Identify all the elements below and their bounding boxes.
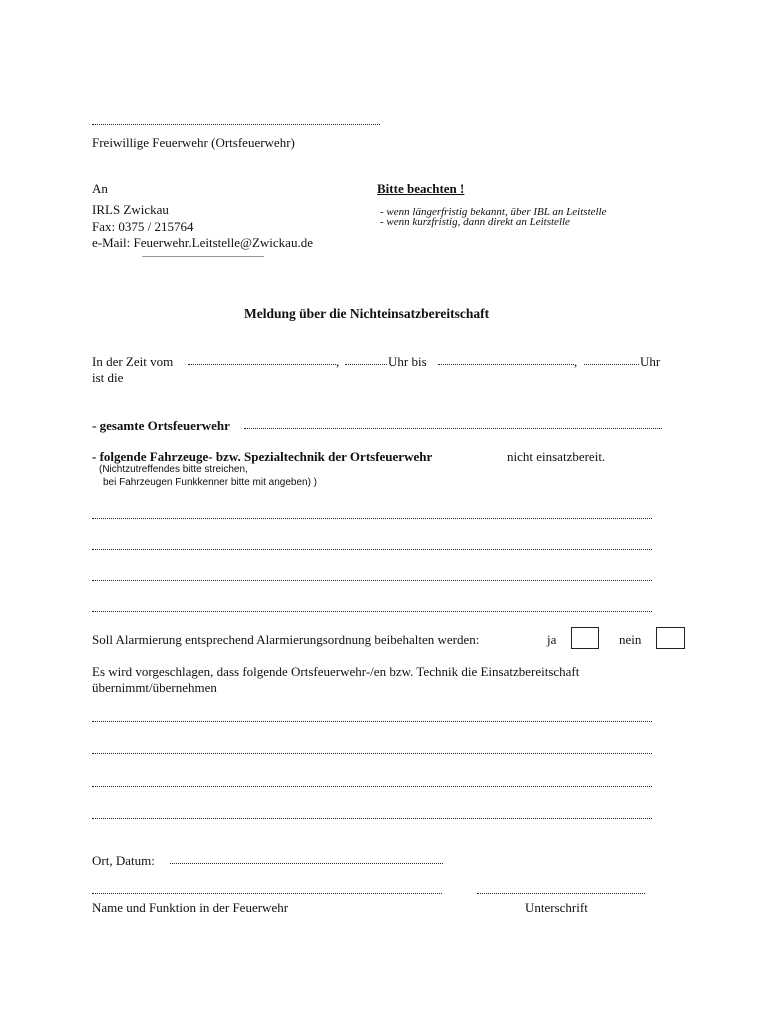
option-whole-station-line xyxy=(244,428,662,429)
date-to-field[interactable] xyxy=(438,364,574,365)
option-vehicles[interactable]: - folgende Fahrzeuge- bzw. Spezialtechnik der Ortsfeuerwehr xyxy=(92,449,433,464)
name-function-label: Name und Funktion in der Feuerwehr xyxy=(92,900,289,915)
notice-title: Bitte beachten ! xyxy=(377,181,465,196)
yes-checkbox[interactable] xyxy=(571,627,599,649)
proposal-line-1: Es wird vorgeschlagen, dass folgende Ortsfeuerwehr-/en bzw. Technik die Einsatzbereitschaft xyxy=(92,664,580,679)
time-from-field[interactable] xyxy=(345,364,387,365)
email-underline xyxy=(142,256,264,257)
hint-line-1: (Nichtzutreffendes bitte streichen, xyxy=(99,464,248,475)
vehicle-entry-line[interactable] xyxy=(92,611,652,612)
place-date-field[interactable] xyxy=(170,863,443,864)
hint-line-2: bei Fahrzeugen Funkkenner bitte mit angeben) ) xyxy=(103,477,318,488)
name-function-field[interactable] xyxy=(92,893,442,894)
period-suffix: ist die xyxy=(92,370,124,385)
notice-line-2: - wenn kurzfristig, dann direkt an Leitstelle xyxy=(380,216,570,228)
vehicle-entry-line[interactable] xyxy=(92,549,652,550)
period-uhr-bis: Uhr bis xyxy=(388,354,427,369)
to-label: An xyxy=(92,181,108,196)
signature-label: Unterschrift xyxy=(525,900,588,915)
proposal-entry-line[interactable] xyxy=(92,818,652,819)
org-name-line[interactable] xyxy=(92,124,380,125)
proposal-line-2: übernimmt/übernehmen xyxy=(92,680,217,695)
comma-1: , xyxy=(336,354,340,369)
notice-line-1: - wenn längerfristig bekannt, über IBL an Leitstelle xyxy=(380,206,607,218)
no-checkbox[interactable] xyxy=(656,627,685,649)
recipient-name: IRLS Zwickau xyxy=(92,202,169,217)
alarm-question: Soll Alarmierung entsprechend Alarmierungsordnung beibehalten werden: xyxy=(92,632,480,647)
comma-2: , xyxy=(574,354,578,369)
org-label: Freiwillige Feuerwehr (Ortsfeuerwehr) xyxy=(92,135,295,150)
time-to-field[interactable] xyxy=(584,364,639,365)
proposal-entry-line[interactable] xyxy=(92,753,652,754)
option-whole-station[interactable]: - gesamte Ortsfeuerwehr xyxy=(92,418,230,433)
proposal-entry-line[interactable] xyxy=(92,721,652,722)
date-from-field[interactable] xyxy=(188,364,336,365)
vehicle-entry-line[interactable] xyxy=(92,518,652,519)
yes-label: ja xyxy=(547,632,557,647)
signature-field[interactable] xyxy=(477,893,645,894)
form-title: Meldung über die Nichteinsatzbereitschaft xyxy=(244,306,490,321)
period-uhr: Uhr xyxy=(640,354,661,369)
vehicle-entry-line[interactable] xyxy=(92,580,652,581)
place-date-label: Ort, Datum: xyxy=(92,853,155,868)
period-prefix: In der Zeit vom xyxy=(92,354,174,369)
not-ready-label: nicht einsatzbereit. xyxy=(507,449,606,464)
proposal-entry-line[interactable] xyxy=(92,786,652,787)
recipient-fax: Fax: 0375 / 215764 xyxy=(92,219,194,234)
recipient-email: e-Mail: Feuerwehr.Leitstelle@Zwickau.de xyxy=(92,235,313,250)
no-label: nein xyxy=(619,632,642,647)
